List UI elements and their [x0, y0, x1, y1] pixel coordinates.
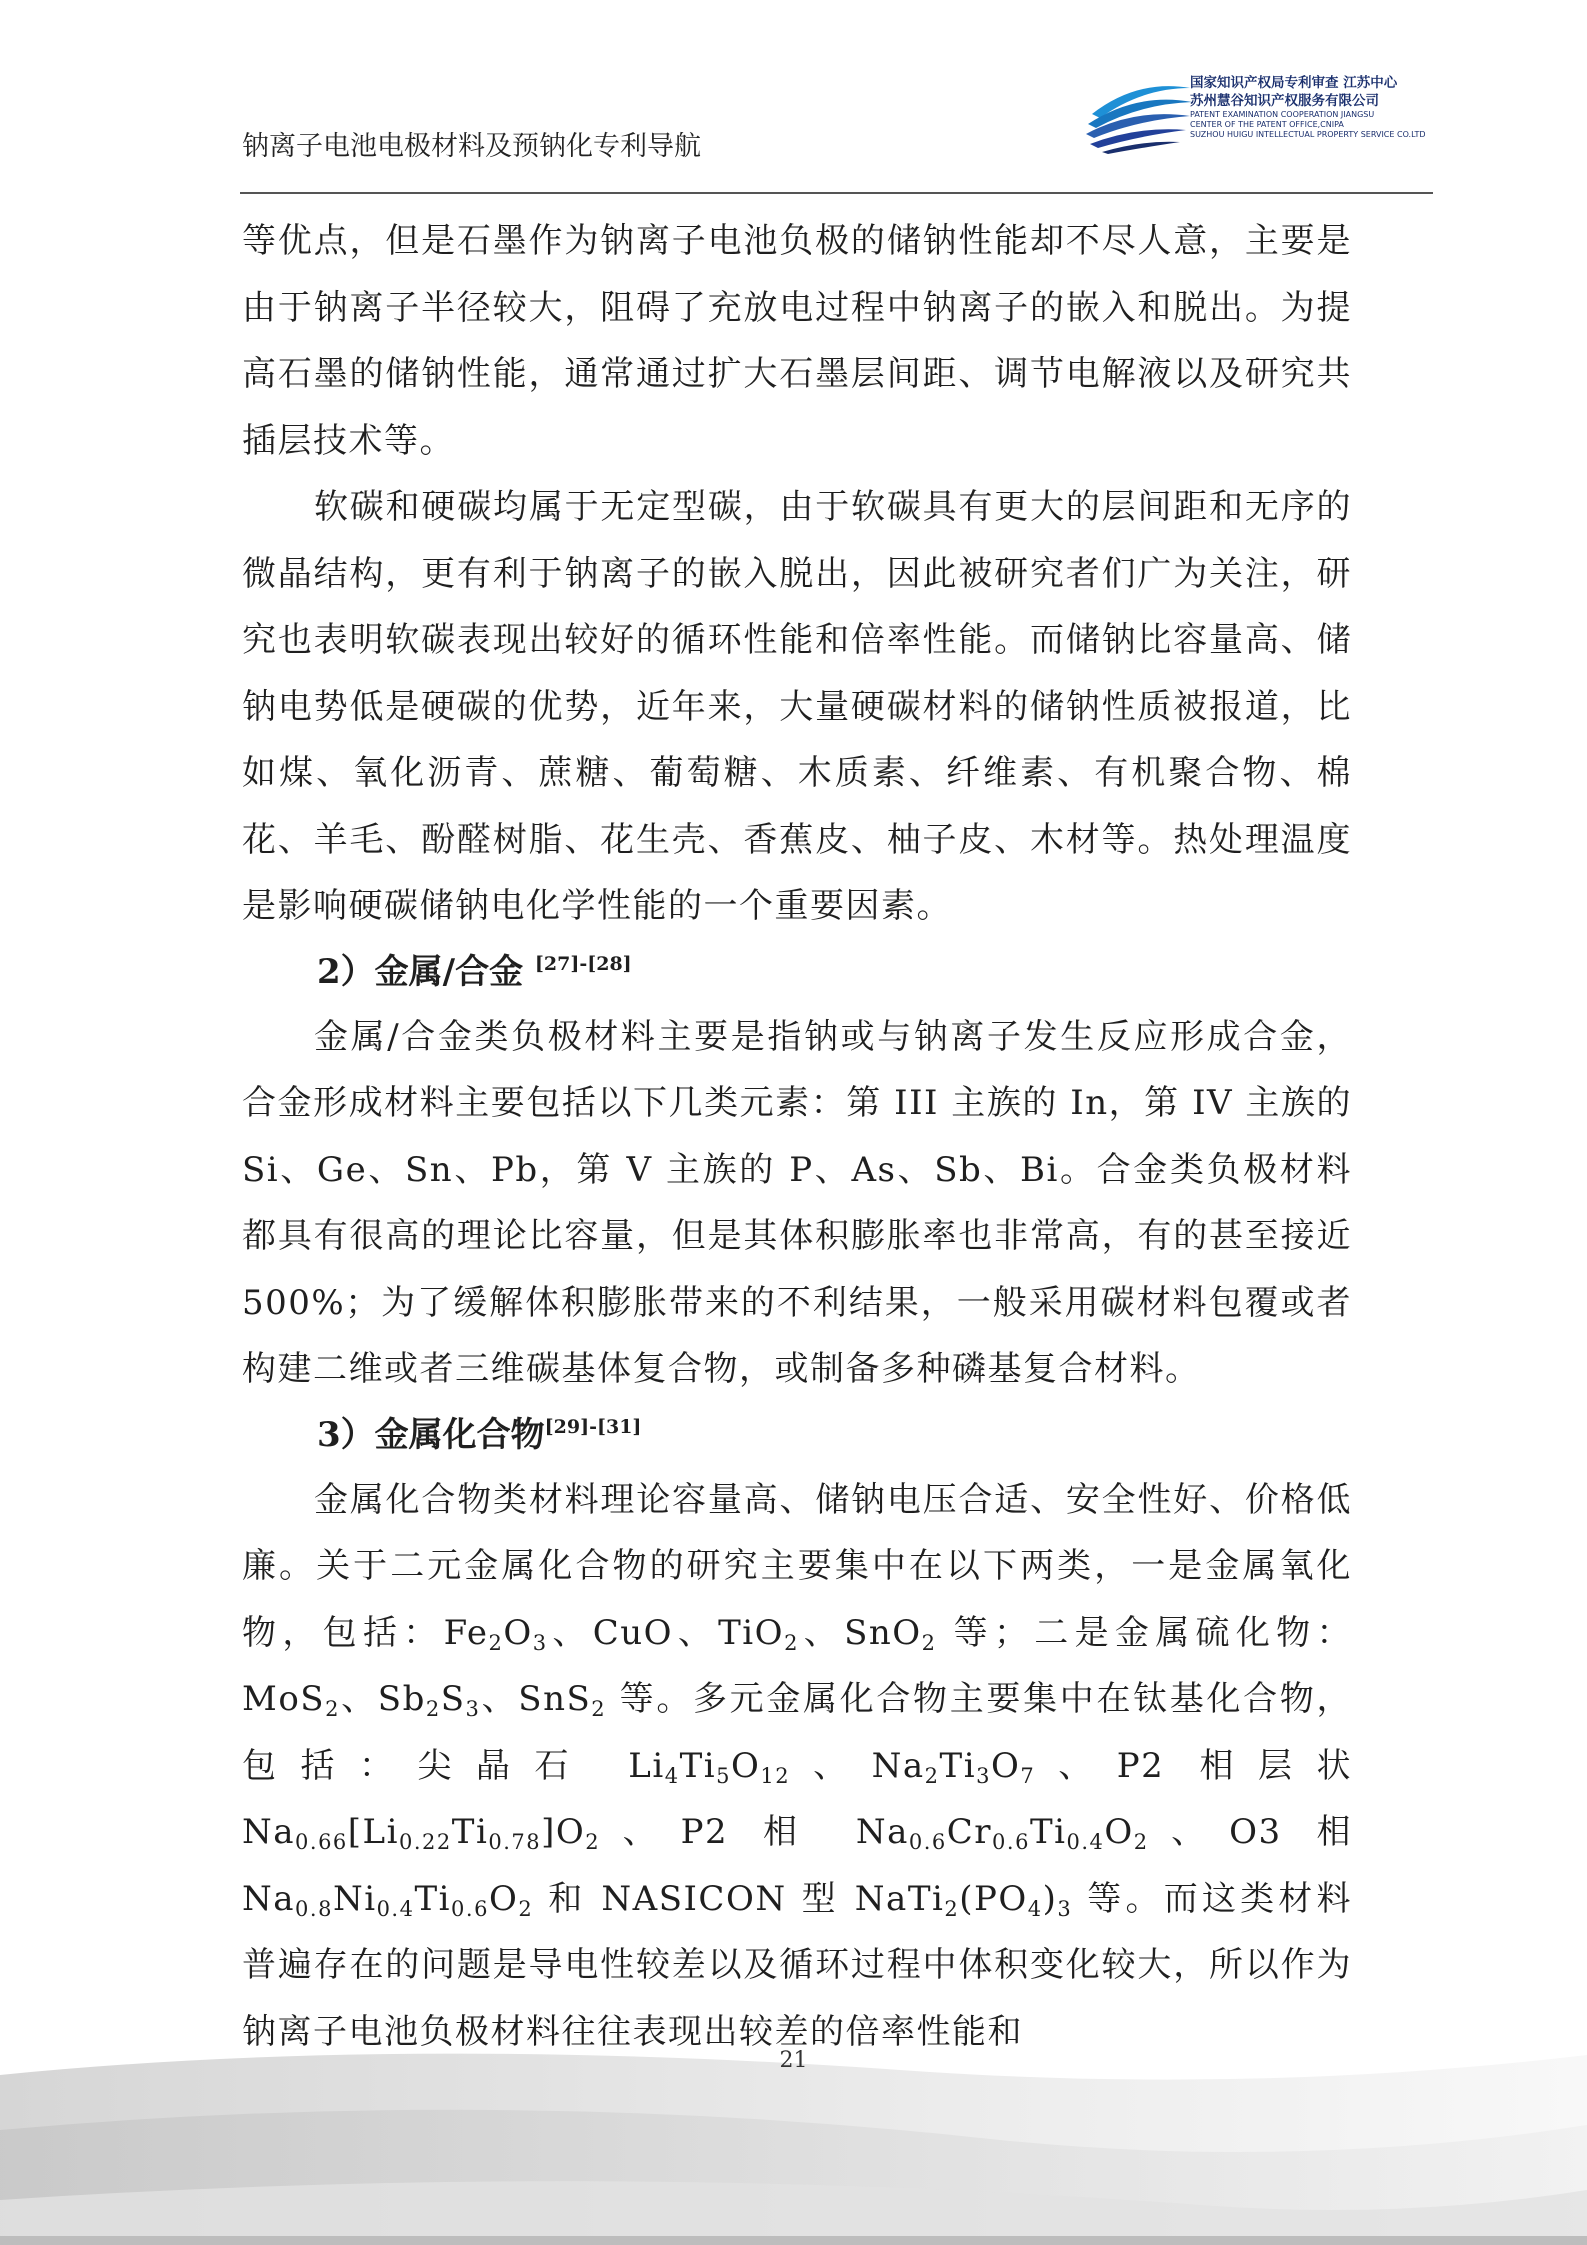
text-run: 等；二是金属硫化物： [953, 1612, 1352, 1653]
logo-line-5: SUZHOU HUIGU INTELLECTUAL PROPERTY SERVICE CO.LTD [1190, 130, 1426, 139]
text-run: 等。而这类材料普遍存在的问题是导电性较差以及循环过程中体积变化较大，所以作为钠离子电池负极材料往往表现出较差的倍率性能和 [242, 1878, 1352, 2052]
paragraph-soft-hard-carbon: 软碳和硬碳均属于无定型碳，由于软碳具有更大的层间距和无序的微晶结构，更有利于钠离子的嵌入脱出，因此被研究者们广为关注，研究也表明软碳表现出较好的循环性能和倍率性能。而储钠比容量高、储钠电势低是硬碳的优势，近年来，大量硬碳材料的储钠性质被报道，比如煤、氧化沥青、蔗糖、葡萄糖、木质素、纤维素、有机聚合物、棉花、羊毛、酚醛树脂、花生壳、香蕉皮、柚子皮、木材等。热处理温度是影响硬碳储钠电化学性能的一个重要因素。 [242, 487, 1352, 926]
heading-text: 2）金属/合金 [317, 951, 524, 992]
document-header-title: 钠离子电池电极材料及预钠化专利导航 [242, 131, 701, 162]
text-run: 金属化合物类材料理论容量高、储钠电压合适、安全性好、价格低廉。关于二元金属化合物的研究主要集中在以下两类，一是金属氧化物，包括： [242, 1479, 1352, 1653]
heading-text: 3）金属化合物 [317, 1414, 545, 1455]
text-run: 、O3 相 [1148, 1812, 1352, 1852]
logo-line-4: CENTER OF THE PATENT OFFICE,CNIPA [1190, 120, 1344, 129]
page-body [242, 208, 1352, 2065]
organization-logo [1082, 66, 1442, 166]
section-heading-metal-compound [242, 1403, 1352, 1467]
text-run: 、P2 相 [600, 1812, 856, 1852]
logo-line-3: PATENT EXAMINATION COOPERATION JIANGSU [1190, 110, 1375, 119]
swoosh-logo-icon [1082, 74, 1198, 156]
citation-ref: [29]-[31] [544, 1415, 642, 1438]
header-divider [240, 192, 1433, 194]
text-run: 和 NASICON 型 [533, 1878, 855, 1919]
citation-ref: [27]-[28] [534, 952, 632, 975]
logo-line-1: 国家知识产权局专利审查 江苏中心 [1190, 75, 1398, 91]
section-heading-metal-alloy [242, 940, 1352, 1004]
text-run: 等。多元金属化合物主要集中在钛基化合物，包括：尖晶石 [242, 1679, 1353, 1786]
paragraph-metal-alloy: 金属/合金类负极材料主要是指钠或与钠离子发生反应形成合金，合金形成材料主要包括以下几类元素：第 III 主族的 In，第 IV 主族的 Si、Ge、Sn、Pb，第 V 主族的 P、As、Sb、Bi。合金类负极材料都具有很高的理论比容量，但是其体积膨胀率也非常高，有的甚至接近 500%；为了缓解体积膨胀带来的不利结果，一般采用碳材料包覆或者构建二维或者三维碳基体复合物，或制备多种磷基复合材料。 [242, 1016, 1352, 1389]
logo-text-block [1190, 74, 1440, 140]
paragraph-metal-compound: 金属化合物类材料理论容量高、储钠电压合适、安全性好、价格低廉。关于二元金属化合物的研究主要集中在以下两类，一是金属氧化物，包括：$Fe_2O_3$、CuO、TiO$_2$、SnO$_2$ 等；二是金属硫化物：MoS$_2$、$Sb_2S_3$、SnS$_2$ 等。多元金属化合物主要集中在钛基化合物，包括：尖晶石 $Li_4Ti_5O_{12}$、$Na_2Ti_3O_7$、P2 相层状 $Na_{0.66}[Li_{0.22}Ti_{0.78}]O_2$、P2 相 $Na_{0.6}Cr_{0.6}Ti_{0.4}O_2$、O3 相 $Na_{0.8}Ni_{0.4}Ti_{0.6}O_2$ 和 NASICON 型 $NaTi_2(PO_4)_3$ 等。而这类材料普遍存在的问题是导电性较差以及循环过程中体积变化较大，所以作为钠离子电池负极材料往往表现出较差的倍率性能和 [242, 1479, 1353, 2052]
page-number: 21 [779, 2048, 808, 2073]
paragraph-graphite: 等优点，但是石墨作为钠离子电池负极的储钠性能却不尽人意，主要是由于钠离子半径较大，阻碍了充放电过程中钠离子的嵌入和脱出。为提高石墨的储钠性能，通常通过扩大石墨层间距、调节电解液以及研究共插层技术等。 [242, 221, 1352, 461]
logo-line-2: 苏州慧谷知识产权服务有限公司 [1190, 93, 1379, 109]
text-run: 、P2 相层状 [1035, 1745, 1352, 1786]
